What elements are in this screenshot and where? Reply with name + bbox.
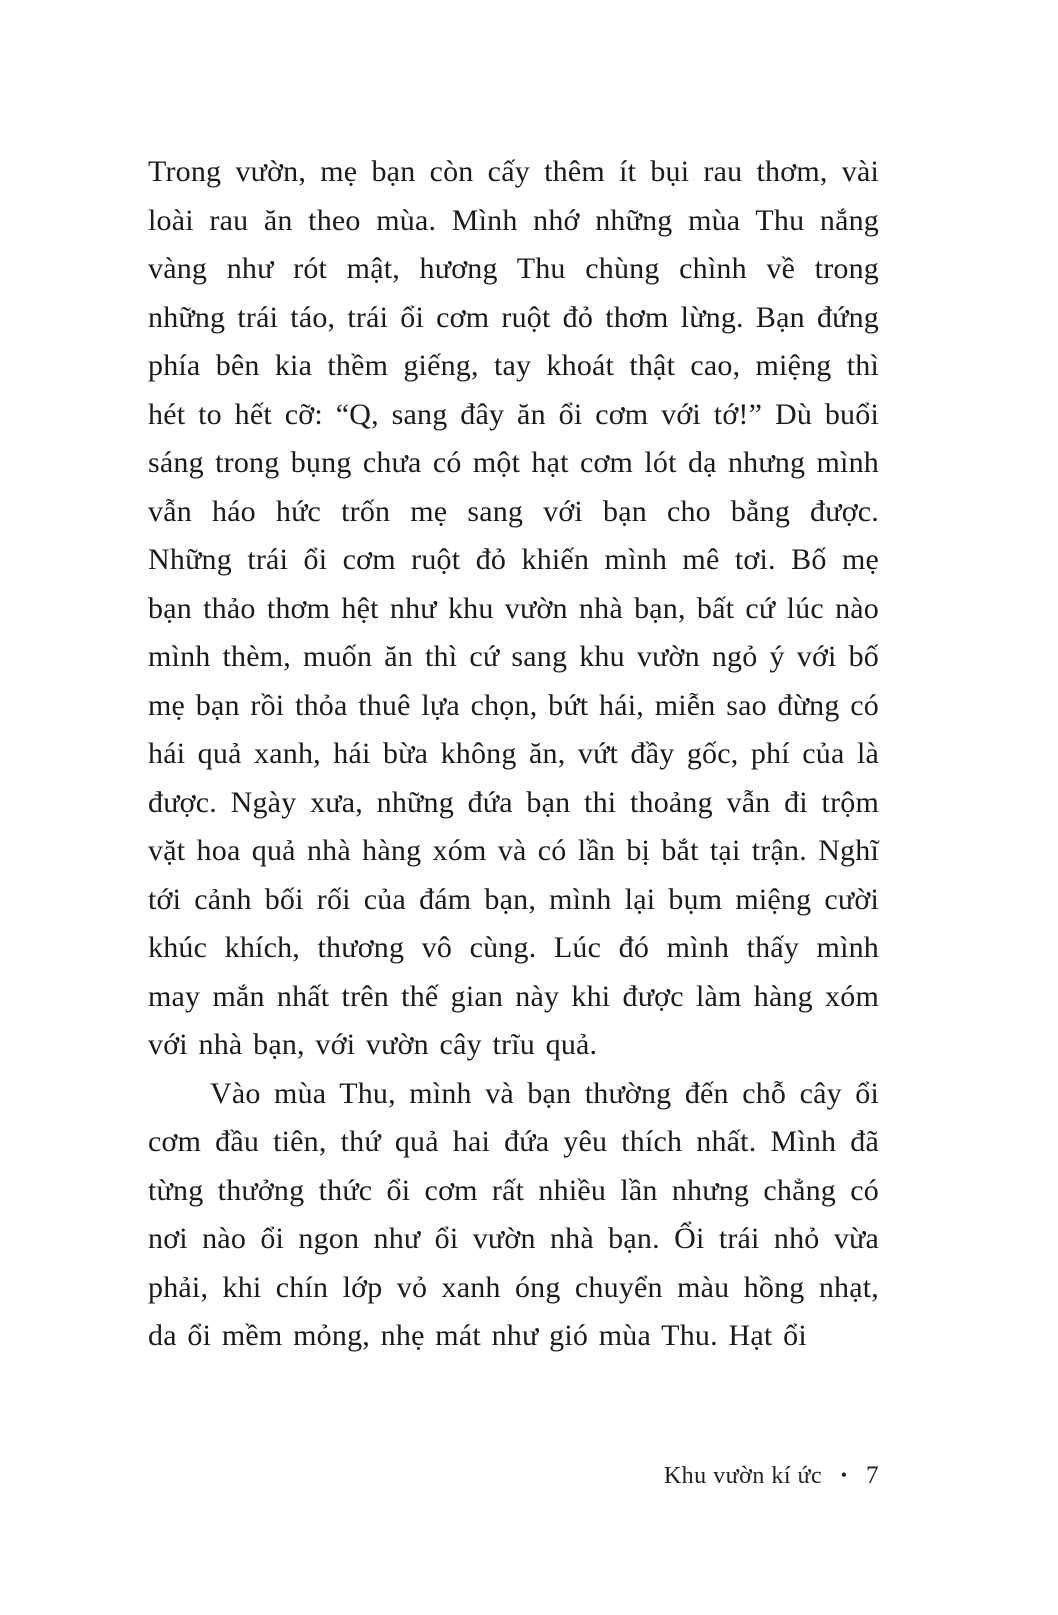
page-footer: [148, 1462, 879, 1490]
running-footer-title: Khu vườn kí ức: [663, 1463, 823, 1489]
page-body-text: [148, 148, 879, 1361]
page-number: 7: [866, 1462, 879, 1489]
paragraph: Trong vườn, mẹ bạn còn cấy thêm ít bụi rau thơm, vài loài rau ăn theo mùa. Mình nhớ những mùa Thu nắng vàng như rót mật, hương Thu chùng chình về trong những trái táo, trái ổi cơm ruột đỏ thơm lừng. Bạn đứng phía bên kia thềm giếng, tay khoát thật cao, miệng thì hét to hết cỡ: “Q, sang đây ăn ổi cơm với tớ!” Dù buổi sáng trong bụng chưa có một hạt cơm lót dạ nhưng mình vẫn háo hức trốn mẹ sang với bạn cho bằng được. Những trái ổi cơm ruột đỏ khiến mình mê tơi. Bố mẹ bạn thảo thơm hệt như khu vườn nhà bạn, bất cứ lúc nào mình thèm, muốn ăn thì cứ sang khu vườn ngỏ ý với bố mẹ bạn rồi thỏa thuê lựa chọn, bứt hái, miễn sao đừng có hái quả xanh, hái bừa không ăn, vứt đầy gốc, phí của là được. Ngày xưa, những đứa bạn thi thoảng vẫn đi trộm vặt hoa quả nhà hàng xóm và có lần bị bắt tại trận. Nghĩ tới cảnh bối rối của đám bạn, mình lại bụm miệng cười khúc khích, thương vô cùng. Lúc đó mình thấy mình may mắn nhất trên thế gian này khi được làm hàng xóm với nhà bạn, với vườn cây trĩu quả.: [148, 155, 879, 1061]
footer-bullet: •: [840, 1465, 848, 1485]
paragraph: Vào mùa Thu, mình và bạn thường đến chỗ cây ổi cơm đầu tiên, thứ quả hai đứa yêu thích nhất. Mình đã từng thưởng thức ổi cơm rất nhiều lần nhưng chẳng có nơi nào ổi ngon như ổi vườn nhà bạn. Ổi trái nhỏ vừa phải, khi chín lớp vỏ xanh óng chuyển màu hồng nhạt, da ổi mềm mỏng, nhẹ mát như gió mùa Thu. Hạt ổi: [148, 1076, 879, 1352]
